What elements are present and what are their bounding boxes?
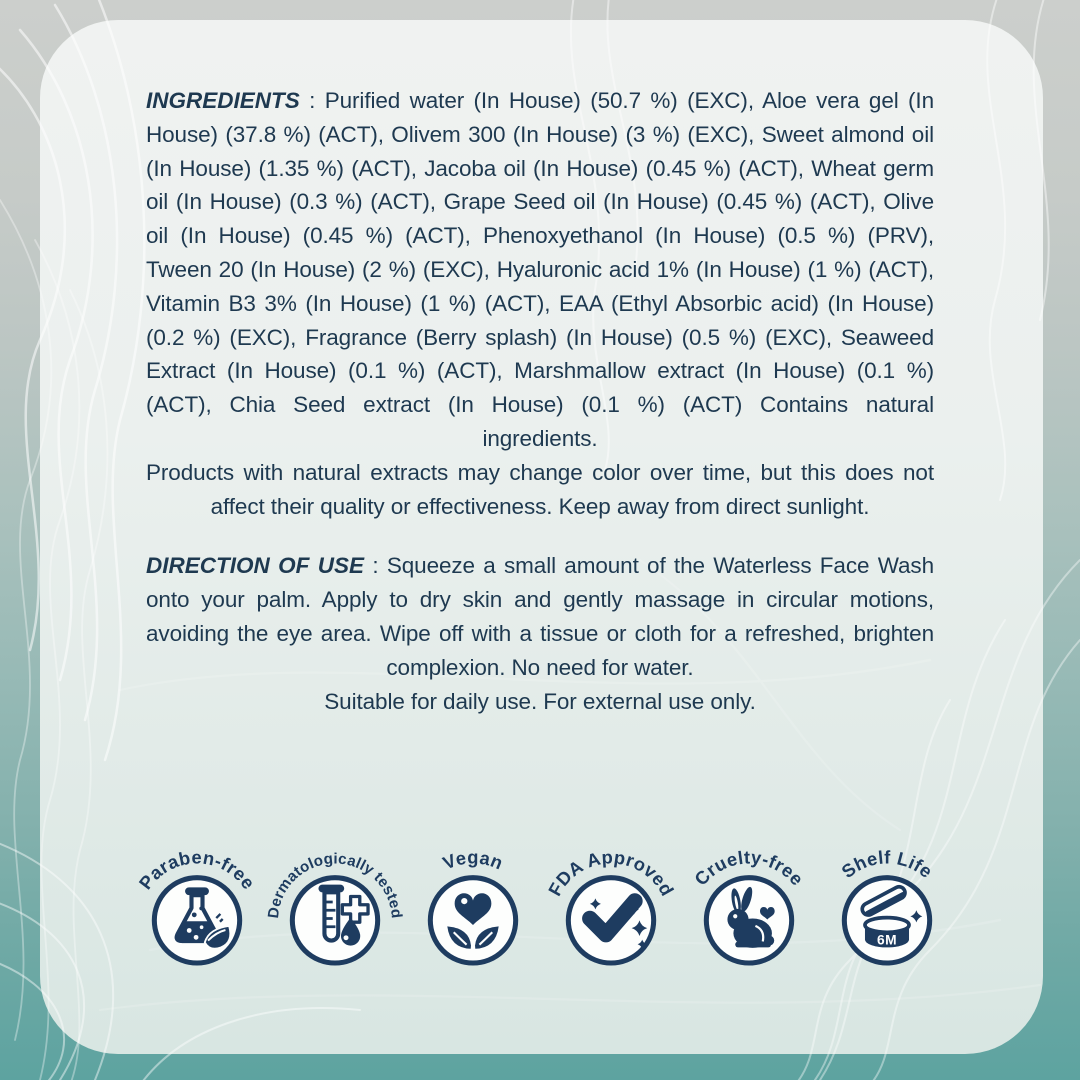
badge-label: Cruelty-free <box>689 846 808 890</box>
ingredients-heading: INGREDIENTS <box>146 88 300 113</box>
ingredients-separator: : <box>299 88 325 113</box>
shelf-life-duration: 6M <box>876 932 897 948</box>
certification-badges-row <box>40 824 1043 969</box>
directions-heading: DIRECTION OF USE <box>146 553 365 579</box>
directions-separator: : <box>364 553 387 579</box>
label-text-block <box>146 84 934 718</box>
badge-label: Vegan <box>439 846 506 874</box>
badge-vegan <box>404 824 542 969</box>
badge-label: Paraben-free <box>134 846 260 894</box>
badge-shelf-life <box>818 824 956 969</box>
usage-note: Suitable for daily use. For external use only. <box>324 688 756 714</box>
ingredients-paragraph <box>146 84 934 456</box>
badge-fda-approved <box>542 824 680 969</box>
badge-label: FDA Approved <box>543 846 678 900</box>
badge-dermatologically-tested <box>266 824 404 969</box>
badge-paraben-free <box>128 824 266 969</box>
directions-paragraph <box>146 549 934 684</box>
badge-cruelty-free <box>680 824 818 969</box>
directions-text: Squeeze a small amount of the Waterless Face Wash onto your palm. Apply to dry skin and gently massage in circular motions, avoiding the eye area. Wipe off with a tissue or cloth for a refreshed, brighten complexion. No need for water. <box>146 553 934 680</box>
badge-label: Shelf Life <box>836 846 937 883</box>
natural-extracts-note: Products with natural extracts may change color over time, but this does not affect their quality or effectiveness. Keep away from direct sunlight. <box>146 459 934 519</box>
badge-label: Dermatologically tested <box>264 850 405 920</box>
ingredients-text: Purified water (In House) (50.7 %) (EXC), Aloe vera gel (In House) (37.8 %) (ACT), Olivem 300 (In House) (3 %) (EXC), Sweet almond oil (In House) (1.35 %) (ACT), Jacoba oil (In House) (0.45 %) (ACT), Wheat germ oil (In House) (0.3 %) (ACT), Grape Seed oil (In House) (0.45 %) (ACT), Olive oil (In House) (0.45 %) (ACT), Phenoxyethanol (In House) (0.5 %) (PRV), Tween 20 (In House) (2 %) (EXC), Hyaluronic acid 1% (In House) (1 %) (ACT), Vitamin B3 3% (In House) (1 %) (ACT), EAA (Ethyl Absorbic acid) (In House) (0.2 %) (EXC), Fragrance (Berry splash) (In House) (0.5 %) (EXC), Seaweed Extract (In House) (0.1 %) (ACT), Marshmallow extract (In House) (0.1 %) (ACT), Chia Seed extract (In House) (0.1 %) (ACT) Contains natural ingredients. <box>146 88 934 451</box>
